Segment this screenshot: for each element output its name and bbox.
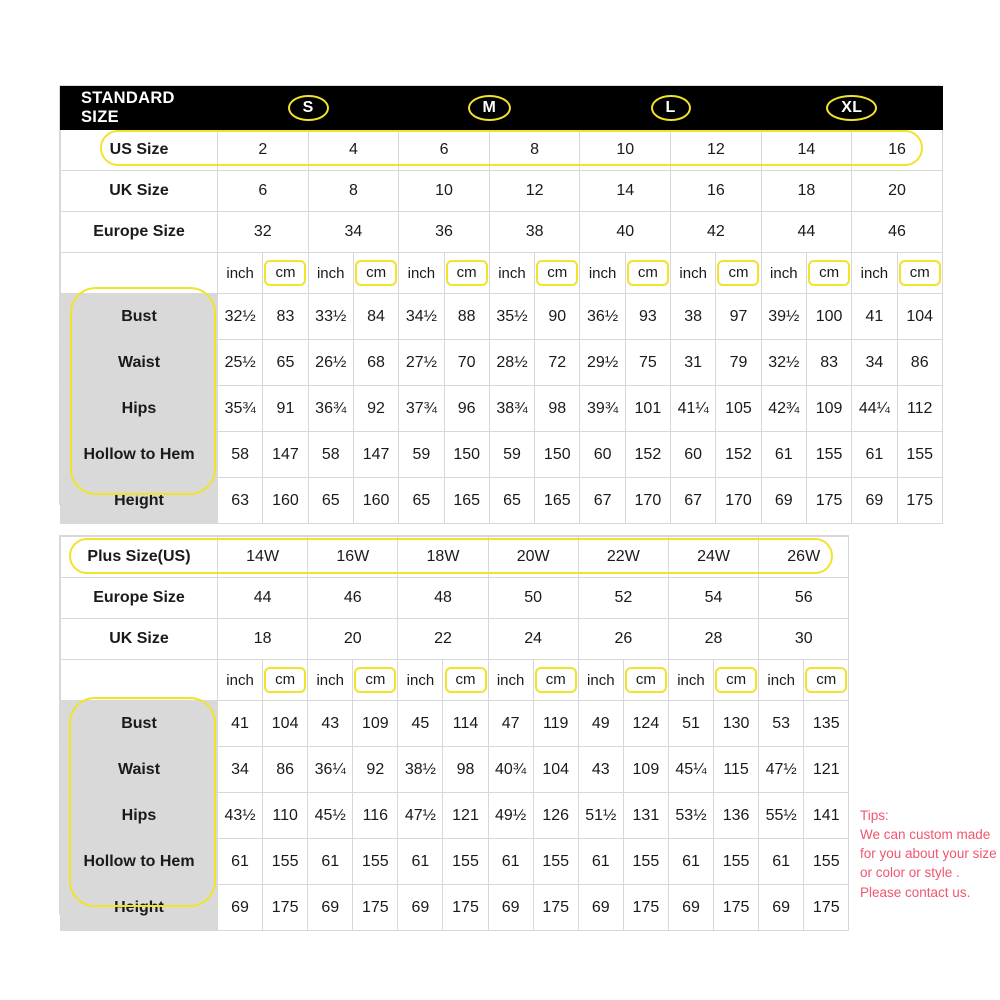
cell: 96 (444, 386, 489, 432)
cell: 121 (443, 793, 488, 839)
cell: 32 (218, 212, 309, 253)
unit-inch: inch (761, 253, 806, 294)
cell: 45 (398, 701, 443, 747)
cell: 29½ (580, 340, 625, 386)
size-group-s (218, 87, 399, 130)
cell: 65 (308, 478, 353, 524)
cell: 16 (852, 130, 943, 171)
cell: 69 (578, 885, 623, 931)
cell: 68 (353, 340, 398, 386)
cell: 112 (897, 386, 942, 432)
size-badge-xl: XL (826, 95, 877, 122)
cell: 10 (580, 130, 671, 171)
cell: 175 (263, 885, 308, 931)
table-row (61, 885, 849, 931)
cell: 60 (671, 432, 716, 478)
cell: 30 (759, 619, 849, 660)
cell: 61 (308, 839, 353, 885)
cell: 14W (218, 537, 308, 578)
row-label-plus-size-us: Plus Size(US) (61, 537, 218, 578)
cell: 16W (308, 537, 398, 578)
cell: 40¾ (488, 747, 533, 793)
table-row (61, 432, 943, 478)
table-row (61, 386, 943, 432)
unit-cm-badge: cm (805, 667, 847, 693)
cell: 104 (533, 747, 578, 793)
cell: 36¾ (308, 386, 353, 432)
cell: 86 (263, 747, 308, 793)
size-badge-s: S (288, 95, 329, 122)
plus-size-chart (59, 535, 849, 915)
cell: 12 (671, 130, 762, 171)
cell: 14 (580, 171, 671, 212)
table-row (61, 212, 943, 253)
cell: 36 (399, 212, 490, 253)
cell: 38 (489, 212, 580, 253)
cell: 61 (761, 432, 806, 478)
cell: 34 (852, 340, 897, 386)
cell: 32½ (761, 340, 806, 386)
cell: 53 (759, 701, 804, 747)
cell: 49½ (488, 793, 533, 839)
cell: 61 (668, 839, 713, 885)
cell: 83 (263, 294, 308, 340)
tips-line-3: for you about your size (860, 846, 997, 862)
cell: 39½ (761, 294, 806, 340)
unit-inch: inch (218, 660, 263, 701)
unit-cm (714, 660, 759, 701)
cell: 69 (398, 885, 443, 931)
unit-cm-badge: cm (899, 260, 941, 286)
row-label-uk-size: UK Size (61, 619, 218, 660)
table-row (61, 578, 849, 619)
cell: 69 (668, 885, 713, 931)
row-label-bust: Bust (61, 294, 218, 340)
row-label-waist: Waist (61, 340, 218, 386)
cell: 155 (897, 432, 942, 478)
unit-inch: inch (488, 660, 533, 701)
cell: 20 (308, 619, 398, 660)
cell: 6 (218, 171, 309, 212)
cell: 43 (308, 701, 353, 747)
unit-cm-badge: cm (536, 260, 578, 286)
cell: 20 (852, 171, 943, 212)
cell: 55½ (759, 793, 804, 839)
cell: 33½ (308, 294, 353, 340)
cell: 92 (353, 386, 398, 432)
cell: 52 (578, 578, 668, 619)
cell: 44 (218, 578, 308, 619)
size-badge-l: L (651, 95, 691, 122)
cell: 121 (804, 747, 849, 793)
cell: 31 (671, 340, 716, 386)
cell: 50 (488, 578, 578, 619)
cell: 44¼ (852, 386, 897, 432)
cell: 35¾ (218, 386, 263, 432)
cell: 150 (444, 432, 489, 478)
cell: 175 (804, 885, 849, 931)
cell: 165 (535, 478, 580, 524)
unit-cm-badge: cm (264, 667, 306, 693)
cell: 109 (806, 386, 851, 432)
standard-units-row (61, 253, 943, 294)
cell: 131 (623, 793, 668, 839)
cell: 47½ (398, 793, 443, 839)
cell: 155 (443, 839, 488, 885)
cell: 43½ (218, 793, 263, 839)
cell: 61 (578, 839, 623, 885)
cell: 160 (353, 478, 398, 524)
cell: 67 (671, 478, 716, 524)
table-row (61, 340, 943, 386)
cell: 60 (580, 432, 625, 478)
cell: 37¾ (399, 386, 444, 432)
plus-units-row (61, 660, 849, 701)
cell: 61 (488, 839, 533, 885)
cell: 47½ (759, 747, 804, 793)
cell: 26 (578, 619, 668, 660)
cell: 155 (353, 839, 398, 885)
cell: 14 (761, 130, 852, 171)
tips-line-2: We can custom made (860, 827, 991, 843)
unit-cm-badge: cm (717, 260, 759, 286)
cell: 38½ (398, 747, 443, 793)
row-label-hips: Hips (61, 386, 218, 432)
unit-inch: inch (218, 253, 263, 294)
cell: 12 (489, 171, 580, 212)
table-row (61, 130, 943, 171)
table-row (61, 171, 943, 212)
cell: 59 (399, 432, 444, 478)
cell: 42 (671, 212, 762, 253)
size-group-l (580, 87, 761, 130)
cell: 49 (578, 701, 623, 747)
unit-cm (625, 253, 670, 294)
unit-cm (443, 660, 488, 701)
row-label-europe-size: Europe Size (61, 212, 218, 253)
row-label-us-size: US Size (61, 130, 218, 171)
cell: 24 (488, 619, 578, 660)
standard-size-title: STANDARD SIZE (61, 87, 218, 130)
cell: 4 (308, 130, 399, 171)
cell: 130 (714, 701, 759, 747)
cell: 46 (852, 212, 943, 253)
cell: 155 (263, 839, 308, 885)
unit-cm (806, 253, 851, 294)
cell: 119 (533, 701, 578, 747)
cell: 58 (308, 432, 353, 478)
cell: 20W (488, 537, 578, 578)
cell: 47 (488, 701, 533, 747)
cell: 45¼ (668, 747, 713, 793)
cell: 38¾ (489, 386, 534, 432)
row-label-europe-size: Europe Size (61, 578, 218, 619)
cell: 152 (716, 432, 761, 478)
cell: 135 (804, 701, 849, 747)
unit-cm-badge: cm (808, 260, 850, 286)
unit-cm (353, 660, 398, 701)
cell: 41 (218, 701, 263, 747)
cell: 28 (668, 619, 758, 660)
unit-inch: inch (308, 660, 353, 701)
cell: 58 (218, 432, 263, 478)
cell: 34 (308, 212, 399, 253)
cell: 175 (533, 885, 578, 931)
cell: 54 (668, 578, 758, 619)
cell: 10 (399, 171, 490, 212)
cell: 98 (535, 386, 580, 432)
cell: 155 (623, 839, 668, 885)
cell: 18 (761, 171, 852, 212)
cell: 141 (804, 793, 849, 839)
cell: 61 (398, 839, 443, 885)
cell: 39¾ (580, 386, 625, 432)
cell: 109 (353, 701, 398, 747)
cell: 25½ (218, 340, 263, 386)
cell: 46 (308, 578, 398, 619)
row-label-uk-size: UK Size (61, 171, 218, 212)
size-group-m (399, 87, 580, 130)
cell: 6 (399, 130, 490, 171)
row-label-bust: Bust (61, 701, 218, 747)
cell: 97 (716, 294, 761, 340)
cell: 175 (897, 478, 942, 524)
cell: 36¼ (308, 747, 353, 793)
cell: 22 (398, 619, 488, 660)
standard-size-chart (59, 85, 941, 509)
table-row (61, 619, 849, 660)
cell: 28½ (489, 340, 534, 386)
cell: 69 (488, 885, 533, 931)
row-label-hips: Hips (61, 793, 218, 839)
cell: 41¼ (671, 386, 716, 432)
cell: 114 (443, 701, 488, 747)
cell: 51 (668, 701, 713, 747)
table-row (61, 537, 849, 578)
cell: 155 (714, 839, 759, 885)
cell: 69 (759, 885, 804, 931)
cell: 69 (761, 478, 806, 524)
cell: 147 (263, 432, 308, 478)
cell: 165 (444, 478, 489, 524)
unit-inch: inch (308, 253, 353, 294)
row-label-waist: Waist (61, 747, 218, 793)
cell: 69 (218, 885, 263, 931)
standard-header-row (61, 87, 943, 130)
unit-cm-badge: cm (264, 260, 306, 286)
cell: 92 (353, 747, 398, 793)
cell: 59 (489, 432, 534, 478)
cell: 91 (263, 386, 308, 432)
unit-cm-badge: cm (355, 260, 397, 286)
cell: 104 (897, 294, 942, 340)
unit-cm (353, 253, 398, 294)
cell: 18W (398, 537, 488, 578)
plus-size-table (60, 536, 849, 931)
cell: 175 (623, 885, 668, 931)
cell: 155 (804, 839, 849, 885)
cell: 90 (535, 294, 580, 340)
cell: 65 (399, 478, 444, 524)
cell: 70 (444, 340, 489, 386)
cell: 88 (444, 294, 489, 340)
cell: 34½ (399, 294, 444, 340)
row-label-hollow-to-hem: Hollow to Hem (61, 839, 218, 885)
cell: 155 (533, 839, 578, 885)
cell: 86 (897, 340, 942, 386)
cell: 175 (806, 478, 851, 524)
unit-cm-badge: cm (446, 260, 488, 286)
cell: 126 (533, 793, 578, 839)
unit-inch: inch (578, 660, 623, 701)
cell: 26W (759, 537, 849, 578)
table-row (61, 294, 943, 340)
cell: 72 (535, 340, 580, 386)
cell: 38 (671, 294, 716, 340)
unit-cm-badge: cm (535, 667, 577, 693)
cell: 93 (625, 294, 670, 340)
cell: 24W (668, 537, 758, 578)
tips-line-4: or color or style . (860, 865, 960, 881)
unit-cm-badge: cm (625, 667, 667, 693)
cell: 35½ (489, 294, 534, 340)
cell: 105 (716, 386, 761, 432)
cell: 69 (852, 478, 897, 524)
cell: 26½ (308, 340, 353, 386)
cell: 147 (353, 432, 398, 478)
tips-line-5: Please contact us. (860, 884, 971, 900)
table-row (61, 747, 849, 793)
cell: 67 (580, 478, 625, 524)
unit-cm (804, 660, 849, 701)
unit-cm-badge: cm (627, 260, 669, 286)
row-label-height: Height (61, 478, 218, 524)
cell: 2 (218, 130, 309, 171)
cell: 61 (218, 839, 263, 885)
cell: 170 (625, 478, 670, 524)
unit-cm (444, 253, 489, 294)
table-row (61, 793, 849, 839)
unit-cm (533, 660, 578, 701)
cell: 175 (714, 885, 759, 931)
cell: 104 (263, 701, 308, 747)
unit-inch: inch (398, 660, 443, 701)
row-label-hollow-to-hem: Hollow to Hem (61, 432, 218, 478)
unit-inch: inch (668, 660, 713, 701)
unit-cm (263, 660, 308, 701)
cell: 63 (218, 478, 263, 524)
cell: 170 (716, 478, 761, 524)
unit-inch: inch (489, 253, 534, 294)
unit-cm-badge: cm (715, 667, 757, 693)
cell: 8 (308, 171, 399, 212)
tips-block (860, 806, 995, 902)
cell: 155 (806, 432, 851, 478)
standard-size-table (60, 86, 943, 524)
table-row (61, 478, 943, 524)
cell: 45½ (308, 793, 353, 839)
cell: 56 (759, 578, 849, 619)
cell: 27½ (399, 340, 444, 386)
unit-inch: inch (852, 253, 897, 294)
cell: 8 (489, 130, 580, 171)
unit-cm (716, 253, 761, 294)
unit-inch: inch (399, 253, 444, 294)
row-label-units (61, 253, 218, 294)
size-group-xl (761, 87, 942, 130)
table-row (61, 701, 849, 747)
cell: 34 (218, 747, 263, 793)
cell: 22W (578, 537, 668, 578)
cell: 41 (852, 294, 897, 340)
cell: 65 (489, 478, 534, 524)
unit-cm (535, 253, 580, 294)
unit-inch: inch (759, 660, 804, 701)
cell: 61 (852, 432, 897, 478)
cell: 152 (625, 432, 670, 478)
cell: 69 (308, 885, 353, 931)
cell: 160 (263, 478, 308, 524)
cell: 32½ (218, 294, 263, 340)
cell: 150 (535, 432, 580, 478)
cell: 109 (623, 747, 668, 793)
tips-title: Tips: (860, 808, 889, 823)
cell: 43 (578, 747, 623, 793)
cell: 61 (759, 839, 804, 885)
cell: 175 (353, 885, 398, 931)
cell: 75 (625, 340, 670, 386)
row-label-units (61, 660, 218, 701)
table-row (61, 839, 849, 885)
cell: 79 (716, 340, 761, 386)
cell: 36½ (580, 294, 625, 340)
size-badge-m: M (468, 95, 512, 122)
unit-inch: inch (671, 253, 716, 294)
cell: 175 (443, 885, 488, 931)
cell: 115 (714, 747, 759, 793)
cell: 116 (353, 793, 398, 839)
unit-cm (263, 253, 308, 294)
unit-inch: inch (580, 253, 625, 294)
cell: 53½ (668, 793, 713, 839)
unit-cm-badge: cm (354, 667, 396, 693)
cell: 83 (806, 340, 851, 386)
cell: 18 (218, 619, 308, 660)
unit-cm (897, 253, 942, 294)
cell: 98 (443, 747, 488, 793)
unit-cm-badge: cm (445, 667, 487, 693)
cell: 124 (623, 701, 668, 747)
cell: 40 (580, 212, 671, 253)
cell: 42¾ (761, 386, 806, 432)
cell: 100 (806, 294, 851, 340)
cell: 48 (398, 578, 488, 619)
cell: 110 (263, 793, 308, 839)
cell: 101 (625, 386, 670, 432)
unit-cm (623, 660, 668, 701)
cell: 65 (263, 340, 308, 386)
row-label-height: Height (61, 885, 218, 931)
cell: 84 (353, 294, 398, 340)
cell: 16 (671, 171, 762, 212)
cell: 51½ (578, 793, 623, 839)
cell: 44 (761, 212, 852, 253)
cell: 136 (714, 793, 759, 839)
